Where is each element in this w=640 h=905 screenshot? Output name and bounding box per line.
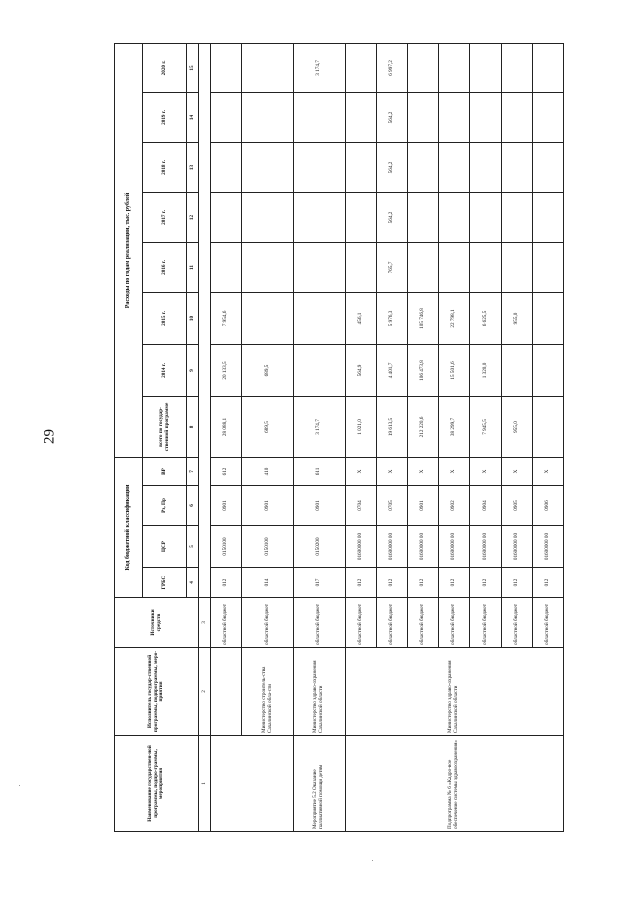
- row-y2014: 20 133,5: [211, 344, 242, 396]
- row-total: 3 174,7: [294, 396, 346, 457]
- colnum: 1: [199, 736, 211, 832]
- header-y2014: 2014 г.: [143, 344, 187, 396]
- row-y2020: [345, 43, 376, 92]
- row-y2019: [501, 92, 532, 142]
- row-y2016: [470, 242, 501, 292]
- row-y2020: [532, 43, 563, 92]
- rotated-table-wrapper: [114, 44, 564, 832]
- row-csr: 0150100: [211, 526, 242, 568]
- row-y2014: 106 473,8: [408, 344, 439, 396]
- row-y2020: 3 174,7: [294, 43, 346, 92]
- row-y2014: [501, 344, 532, 396]
- row-y2020: [470, 43, 501, 92]
- row-grbs: 012: [470, 568, 501, 598]
- row-y2019: [439, 92, 470, 142]
- row-rzpr: 0901: [242, 486, 294, 526]
- header-y2019: 2019 г.: [143, 92, 187, 142]
- row-y2019: [345, 92, 376, 142]
- row-y2017: [294, 192, 346, 242]
- row-y2017: [242, 192, 294, 242]
- row-y2014: [294, 344, 346, 396]
- row-rzpr: 0705: [377, 486, 408, 526]
- row-y2015: 955,0: [501, 292, 532, 344]
- row-source: областной бюджет: [294, 598, 346, 648]
- row-source: областной бюджет: [532, 598, 563, 648]
- row-y2015: 5 976,3: [377, 292, 408, 344]
- row-y2016: 765,7: [377, 242, 408, 292]
- row-executor: Министерство здраво-охранения Сахалинской области: [345, 648, 563, 736]
- row-name: Подпрограмма № 6 «Кадро-вое обеспечение системы здравоохранения»: [345, 736, 563, 832]
- row-y2017: [532, 192, 563, 242]
- row-rzpr: 0906: [532, 486, 563, 526]
- row-y2016: [532, 242, 563, 292]
- row-vr: 611: [294, 457, 346, 485]
- row-rzpr: 0902: [439, 486, 470, 526]
- row-source: областной бюджет: [211, 598, 242, 648]
- colnum: 7: [187, 457, 199, 485]
- row-y2018: [470, 142, 501, 192]
- header-y2020: 2020 г.: [143, 43, 187, 92]
- row-y2018: [345, 142, 376, 192]
- header-executor: Исполнитель государ-ственной программы, подпрограммы, меро-приятия: [115, 648, 199, 736]
- colnum: 6: [187, 486, 199, 526]
- table-row: [294, 43, 346, 831]
- row-y2015: 105 746,8: [408, 292, 439, 344]
- header-total: всего по государ-ственной программе: [143, 396, 187, 457]
- colnum: 2: [199, 648, 211, 736]
- row-y2014: 4 401,7: [377, 344, 408, 396]
- row-y2016: [211, 242, 242, 292]
- row-source: областной бюджет: [377, 598, 408, 648]
- row-y2020: [242, 43, 294, 92]
- row-total: [532, 396, 563, 457]
- row-vr: Х: [377, 457, 408, 485]
- header-expenses: Расходы по годам реализации, тыс. рублей: [115, 43, 143, 457]
- row-vr: Х: [470, 457, 501, 485]
- row-y2018: [211, 142, 242, 192]
- row-source: областной бюджет: [439, 598, 470, 648]
- row-vr: Х: [408, 457, 439, 485]
- row-y2017: [501, 192, 532, 242]
- row-y2020: [439, 43, 470, 92]
- row-y2019: [294, 92, 346, 142]
- row-y2015: 7 954,6: [211, 292, 242, 344]
- row-grbs: 012: [345, 568, 376, 598]
- row-y2015: 22 798,1: [439, 292, 470, 344]
- table-frame: [114, 44, 564, 832]
- row-source: областной бюджет: [408, 598, 439, 648]
- row-grbs: 012: [211, 568, 242, 598]
- page-number: 29: [41, 429, 58, 444]
- colnum: 5: [187, 526, 199, 568]
- row-rzpr: 0901: [294, 486, 346, 526]
- row-y2015: 456,1: [345, 292, 376, 344]
- row-y2017: [211, 192, 242, 242]
- row-grbs: 012: [408, 568, 439, 598]
- row-csr: 01600000 00: [377, 526, 408, 568]
- header-grbs: ГРБС: [143, 568, 187, 598]
- row-y2016: [501, 242, 532, 292]
- row-y2016: [439, 242, 470, 292]
- row-csr: 01600000 00: [439, 526, 470, 568]
- row-csr: 01600000 00: [345, 526, 376, 568]
- row-y2017: [408, 192, 439, 242]
- colnum: 11: [187, 242, 199, 292]
- row-grbs: 012: [532, 568, 563, 598]
- colnum: 3: [199, 598, 211, 648]
- row-rzpr: 0901: [211, 486, 242, 526]
- column-numbers-row-lead: [199, 43, 211, 831]
- row-grbs: 012: [501, 568, 532, 598]
- colnum: 15: [187, 43, 199, 92]
- row-y2018: [439, 142, 470, 192]
- row-y2019: 564,2: [377, 92, 408, 142]
- row-y2020: [211, 43, 242, 92]
- header-rzpr: Рз, Пр: [143, 486, 187, 526]
- row-y2018: [501, 142, 532, 192]
- colnum-spacer: [199, 43, 211, 597]
- row-y2016: [408, 242, 439, 292]
- row-y2016: [242, 242, 294, 292]
- row-csr: 0150200: [294, 526, 346, 568]
- row-csr: 01600000 00: [408, 526, 439, 568]
- colnum: 4: [187, 568, 199, 598]
- row-rzpr: 0901: [408, 486, 439, 526]
- row-executor: Министерство здраво-охранения Сахалинской области: [294, 648, 346, 736]
- row-y2015: [242, 292, 294, 344]
- row-total: 955,0: [501, 396, 532, 457]
- colnum: 13: [187, 142, 199, 192]
- scan-speck: [372, 860, 373, 861]
- row-y2014: 1 320,0: [470, 344, 501, 396]
- colnum: 10: [187, 292, 199, 344]
- row-rzpr: 0704: [345, 486, 376, 526]
- header-source: Источники средств: [115, 598, 199, 648]
- scan-speck: [19, 785, 20, 786]
- row-source: областной бюджет: [501, 598, 532, 648]
- row-y2016: [294, 242, 346, 292]
- row-y2015: [294, 292, 346, 344]
- row-vr: 410: [242, 457, 294, 485]
- row-y2020: [408, 43, 439, 92]
- colnum: 14: [187, 92, 199, 142]
- row-y2017: [345, 192, 376, 242]
- row-source: областной бюджет: [470, 598, 501, 648]
- row-y2019: [408, 92, 439, 142]
- row-y2016: [345, 242, 376, 292]
- row-executor: Министерство строитель-ства Сахалинской обла-сти: [242, 648, 294, 736]
- row-total: 7 945,5: [470, 396, 501, 457]
- header-y2016: 2016 г.: [143, 242, 187, 292]
- row-rzpr: 0904: [470, 486, 501, 526]
- row-csr: 01600000 00: [532, 526, 563, 568]
- row-y2018: [242, 142, 294, 192]
- row-grbs: 014: [242, 568, 294, 598]
- row-y2017: [439, 192, 470, 242]
- colnum: 8: [187, 396, 199, 457]
- row-name: [211, 736, 294, 832]
- row-vr: Х: [501, 457, 532, 485]
- row-y2018: 564,2: [377, 142, 408, 192]
- header-budget-code: Код бюджетной классификации: [115, 457, 143, 597]
- row-total: 28 088,1: [211, 396, 242, 457]
- row-vr: 612: [211, 457, 242, 485]
- budget-table: [114, 43, 564, 832]
- header-vr: ВР: [143, 457, 187, 485]
- table-row: [345, 43, 376, 831]
- row-y2018: [532, 142, 563, 192]
- row-y2015: 6 625,5: [470, 292, 501, 344]
- row-y2018: [294, 142, 346, 192]
- row-y2014: 689,5: [242, 344, 294, 396]
- row-rzpr: 0905: [501, 486, 532, 526]
- header-y2018: 2018 г.: [143, 142, 187, 192]
- row-total: 212 220,6: [408, 396, 439, 457]
- row-total: 1 021,0: [345, 396, 376, 457]
- row-y2019: [532, 92, 563, 142]
- row-vr: Х: [345, 457, 376, 485]
- row-executor: [211, 648, 242, 736]
- row-total: 689,5: [242, 396, 294, 457]
- header-name: Наименование государствен-ной программы, подпро-граммы, мероприятия: [115, 736, 199, 832]
- row-grbs: 012: [439, 568, 470, 598]
- row-grbs: 017: [294, 568, 346, 598]
- row-grbs: 012: [377, 568, 408, 598]
- row-y2017: [470, 192, 501, 242]
- row-y2020: [501, 43, 532, 92]
- table-row: [242, 43, 294, 831]
- row-y2014: 564,9: [345, 344, 376, 396]
- row-csr: 0150100: [242, 526, 294, 568]
- row-y2015: [532, 292, 563, 344]
- row-total: 38 299,7: [439, 396, 470, 457]
- row-y2019: [470, 92, 501, 142]
- header-csr: ЦСР: [143, 526, 187, 568]
- row-source: областной бюджет: [345, 598, 376, 648]
- row-vr: Х: [532, 457, 563, 485]
- table-row: [211, 43, 242, 831]
- row-csr: 01600000 00: [501, 526, 532, 568]
- colnum: 12: [187, 192, 199, 242]
- row-y2018: [408, 142, 439, 192]
- header-y2017: 2017 г.: [143, 192, 187, 242]
- row-y2014: [532, 344, 563, 396]
- row-vr: Х: [439, 457, 470, 485]
- row-y2020: 6 997,2: [377, 43, 408, 92]
- row-y2019: [242, 92, 294, 142]
- row-total: 19 613,5: [377, 396, 408, 457]
- row-y2014: 15 501,6: [439, 344, 470, 396]
- row-y2019: [211, 92, 242, 142]
- colnum: 9: [187, 344, 199, 396]
- header-y2015: 2015 г.: [143, 292, 187, 344]
- row-source: областной бюджет: [242, 598, 294, 648]
- row-csr: 01600000 00: [470, 526, 501, 568]
- row-name: Мероприятие 5.2 Оказание паллиативной помощи детям: [294, 736, 346, 832]
- row-y2017: 564,2: [377, 192, 408, 242]
